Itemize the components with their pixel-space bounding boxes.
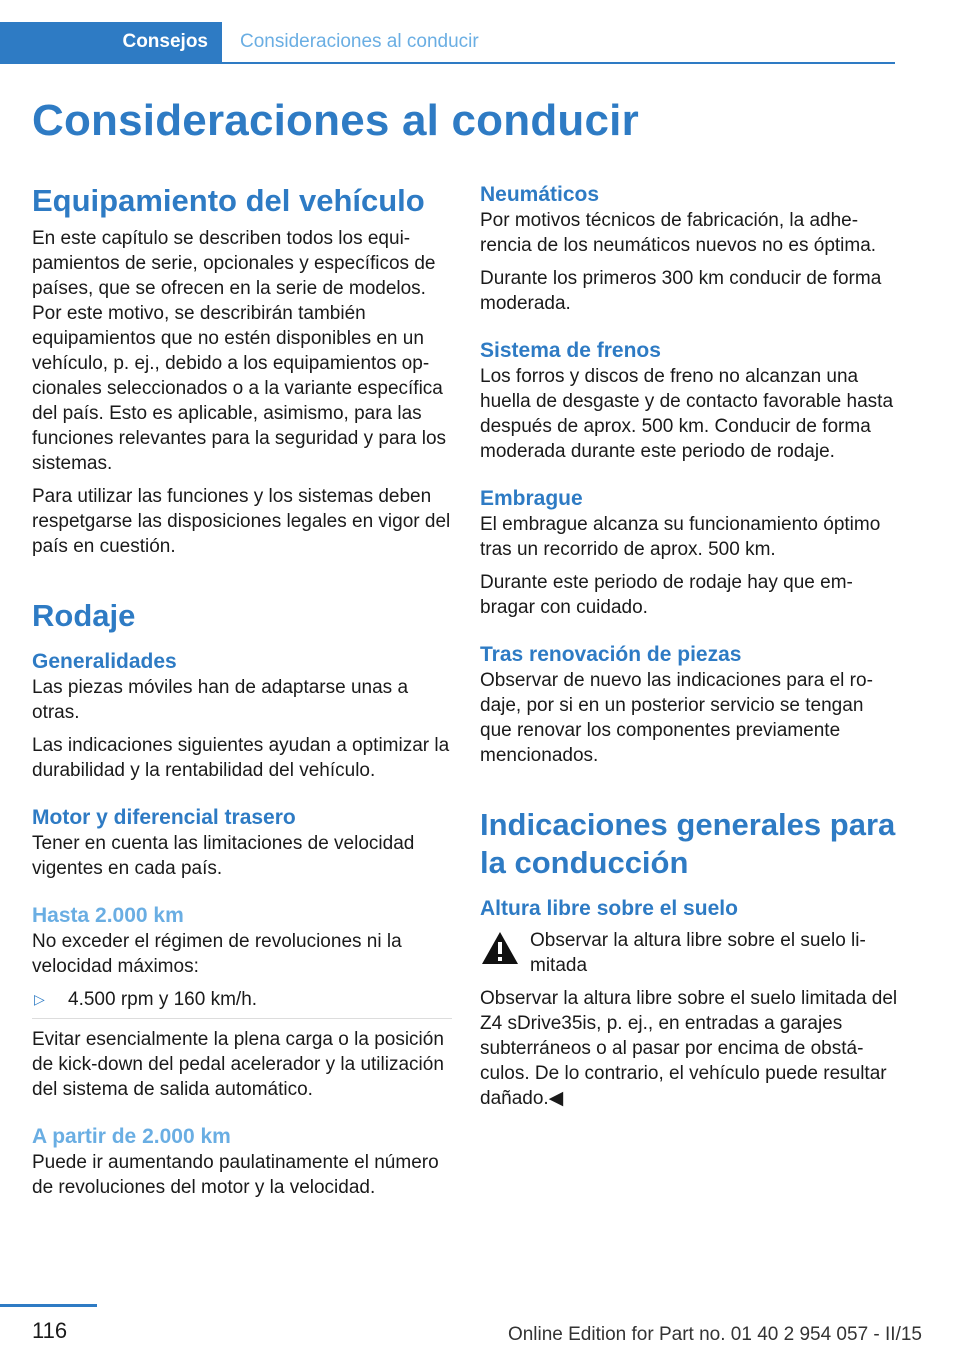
- subheading-generalidades: Generalidades: [32, 650, 177, 673]
- subheading-motor: Motor y diferencial trasero: [32, 806, 296, 829]
- warning-text: Observar la altura libre sobre el suelo limitada: [530, 930, 866, 976]
- subheading-tras-renovacion: Tras renovación de piezas: [480, 643, 742, 666]
- paragraph: Las indicaciones siguientes ayudan a optimizar la durabilidad y la rentabilidad del vehículo.: [32, 735, 450, 781]
- warning-box: [480, 928, 898, 978]
- paragraph: En este capítulo se describen todos los equipamientos de serie, opcionales y específicos de países, que se ofrecen en la serie de modelos. Por este motivo, se describirán también equipamientos que no estén disponibles en un vehículo, p. ej., debido a los equipamientos opcionales seleccionados o a la variante específica del país. Esto es aplicable, asimismo, para las funciones relevantes para la seguridad y para los sistemas.: [32, 228, 447, 474]
- tab-consejos[interactable]: Consejos: [0, 22, 222, 62]
- paragraph: Observar de nuevo las indicaciones para el rodaje, por si en un posterior servicio se tengan que renovar los componentes previamente mencionados.: [480, 670, 873, 766]
- section-heading-indicaciones: Indicaciones generales para la conducción: [480, 807, 896, 880]
- paragraph: Evitar esencialmente la plena carga o la posición de kick-down del pedal acelerador y la utilización del sistema de salida automático.: [32, 1029, 444, 1100]
- page-number: 116: [32, 1318, 68, 1343]
- footer-rule: [0, 1304, 97, 1307]
- bullet-item: [32, 987, 452, 1019]
- subheading-neumaticos: Neumáticos: [480, 183, 600, 206]
- paragraph: No exceder el régimen de revoluciones ni la velocidad máximos:: [32, 931, 402, 977]
- paragraph: Para utilizar las funciones y los sistemas deben respetgarse las disposiciones legales en vigor del país en cuestión.: [32, 486, 451, 557]
- paragraph: El embrague alcanza su funcionamiento óptimo tras un recorrido de aprox. 500 km.: [480, 514, 881, 560]
- subheading-embrague: Embrague: [480, 487, 583, 510]
- warning-triangle-icon: [480, 928, 530, 978]
- page-title: Consideraciones al conducir: [32, 96, 639, 145]
- paragraph: Durante los primeros 300 km conducir de forma moderada.: [480, 268, 882, 314]
- subheading-frenos: Sistema de frenos: [480, 339, 661, 362]
- right-column: [480, 182, 898, 1119]
- section-heading-equipamiento: Equipamiento del vehículo: [32, 183, 425, 218]
- subheading-a-partir-2000: A partir de 2.000 km: [32, 1125, 231, 1148]
- paragraph: Puede ir aumentando paulatinamente el número de revoluciones del motor y la velocidad.: [32, 1152, 439, 1198]
- paragraph: Por motivos técnicos de fabricación, la adherencia de los neumáticos nuevos no es óptima.: [480, 210, 877, 256]
- paragraph: Durante este periodo de rodaje hay que embragar con cuidado.: [480, 572, 853, 618]
- header-bar: [0, 22, 895, 64]
- tab-consideraciones[interactable]: Consideraciones al conducir: [240, 31, 479, 52]
- subheading-altura: Altura libre sobre el suelo: [480, 897, 738, 920]
- paragraph: Observar la altura libre sobre el suelo limitada del Z4 sDrive35is, p. ej., en entradas a garajes subterráneos o al pasar por encima de obstáculos. De lo contrario, el vehículo puede resultar dañado.◀: [480, 988, 898, 1109]
- bullet-text: 4.500 rpm y 160 km/h.: [68, 989, 258, 1010]
- subheading-hasta-2000: Hasta 2.000 km: [32, 904, 184, 927]
- left-column: [32, 182, 452, 1208]
- paragraph: Las piezas móviles han de adaptarse unas a otras.: [32, 677, 409, 723]
- triangle-right-icon: ▷: [34, 991, 45, 1007]
- footer-edition-note: Online Edition for Part no. 01 40 2 954 057 - II/15: [507, 1324, 922, 1345]
- paragraph: Tener en cuenta las limitaciones de velocidad vigentes en cada país.: [32, 833, 415, 879]
- paragraph: Los forros y discos de freno no alcanzan una huella de desgaste y de contacto favorable hasta después de aprox. 500 km. Conducir de forma moderada durante este periodo de rodaje.: [480, 366, 894, 462]
- section-heading-rodaje: Rodaje: [32, 598, 136, 633]
